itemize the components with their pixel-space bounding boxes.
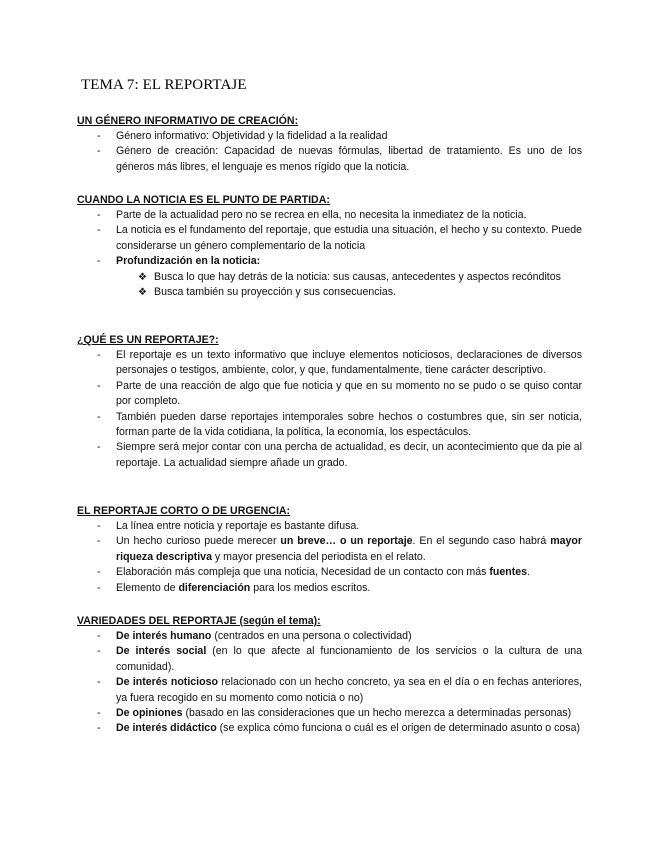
dash-bullet: - (97, 224, 101, 237)
dash-bullet: - (97, 566, 101, 579)
dash-bullet: - (97, 130, 101, 142)
section-heading: UN GÉNERO INFORMATIVO DE CREACIÓN: (77, 115, 299, 127)
section-heading: CUANDO LA NOTICIA ES EL PUNTO DE PARTIDA: (77, 194, 330, 206)
dash-bullet: - (97, 520, 101, 532)
dash-bullet: - (97, 441, 101, 454)
dash-bullet: - (97, 581, 101, 594)
list-item: - De opiniones (basado en las consideraciones que un hecho merezca a determinadas personas) (77, 706, 582, 721)
dash-bullet: - (97, 676, 101, 689)
section-reportaje-corto (77, 504, 582, 596)
list-item: - El reportaje es un texto informativo que incluye elementos noticiosos, declaraciones de diversos personajes o testigos, ambiente, color, y que, fundamentalmente, tiene carácter descriptivo. (97, 349, 582, 377)
section-que-es-reportaje (77, 333, 582, 471)
list-item: - Siempre será mejor contar con una percha de actualidad, es decir, un acontecimiento que da pie al reportaje. La actualidad siempre añade un grado. (97, 441, 582, 469)
list-item: - De interés social (en lo que afecte al funcionamiento de los servicios o la cultura de una comunidad). (97, 645, 582, 673)
list-item: - Parte de una reacción de algo que fue noticia y que en su momento no se pudo o se quiso contar por completo. (97, 379, 582, 408)
list-item: - De interés humano (centrados en una persona o colectividad) (77, 629, 582, 644)
list-item: - De interés didáctico (se explica cómo funciona o cuál es el origen de determinado asunto o cosa) (77, 721, 582, 736)
dash-bullet: - (97, 535, 101, 548)
section-heading: EL REPORTAJE CORTO O DE URGENCIA: (77, 505, 291, 517)
dash-bullet: - (97, 645, 101, 658)
dash-bullet: - (97, 255, 101, 268)
section-variedades (77, 614, 582, 737)
list-item: - Género informativo: Objetividad y la fidelidad a la realidad (77, 129, 582, 144)
sub-list-item: ❖ Busca también su proyección y sus consecuencias. (116, 285, 582, 300)
list-item: - Elemento de diferenciación para los medios escritos. (77, 581, 582, 596)
list-item: - Un hecho curioso puede merecer un breve… o un reportaje. En el segundo caso habrá mayor riqueza descriptiva y mayor presencia del periodista en el relato. (97, 535, 582, 563)
dash-bullet: - (97, 379, 101, 392)
section-punto-de-partida (77, 193, 582, 300)
dash-bullet: - (97, 145, 101, 158)
list-item: - Profundización en la noticia: ❖ Busca lo que hay detrás de la noticia: sus causas, antecedentes y aspectos recónditos ❖ Busca también su proyección y sus consecuencias. (77, 254, 582, 300)
dash-bullet: - (97, 722, 101, 735)
sub-list (116, 270, 582, 301)
list-item: - Parte de la actualidad pero no se recrea en ella, no necesita la inmediatez de la noticia. (77, 208, 582, 223)
dash-bullet: - (97, 707, 101, 720)
dash-bullet: - (97, 349, 101, 361)
diamond-bullet-icon: ❖ (138, 271, 147, 283)
list-item: - La noticia es el fundamento del reportaje, que estudia una situación, el hecho y su contexto. Puede considerarse un género complementario de la noticia (97, 224, 582, 252)
list-item: - También pueden darse reportajes intemporales sobre hechos o costumbres que, sin ser noticia, forman parte de la vida cotidiana, la política, la economía, los espectáculos. (97, 410, 582, 439)
list-item: - Elaboración más compleja que una noticia, Necesidad de un contacto con más fuentes. (77, 565, 582, 580)
section-genero-informativo (77, 114, 582, 175)
dash-bullet: - (97, 410, 101, 423)
section-heading: ¿QUÉ ES UN REPORTAJE?: (77, 334, 219, 346)
list-item: - De interés noticioso relacionado con un hecho concreto, ya sea en el día o en fechas anteriores, ya fuera recogido en su momento como noticia o no) (97, 676, 582, 704)
dash-bullet: - (97, 209, 101, 221)
sub-list-item: ❖ Busca lo que hay detrás de la noticia: sus causas, antecedentes y aspectos recónditos (116, 270, 582, 285)
document-title: TEMA 7: EL REPORTAJE (81, 77, 247, 93)
section-heading: VARIEDADES DEL REPORTAJE (según el tema): (77, 615, 321, 627)
diamond-bullet-icon: ❖ (138, 287, 147, 299)
list-item: - La línea entre noticia y reportaje es bastante difusa. (77, 519, 582, 534)
dash-bullet: - (97, 630, 101, 642)
list-item: - Género de creación: Capacidad de nuevas fórmulas, libertad de tratamiento. Es uno de los géneros más libres, el lenguaje es menos rígido que la noticia. (97, 145, 582, 173)
